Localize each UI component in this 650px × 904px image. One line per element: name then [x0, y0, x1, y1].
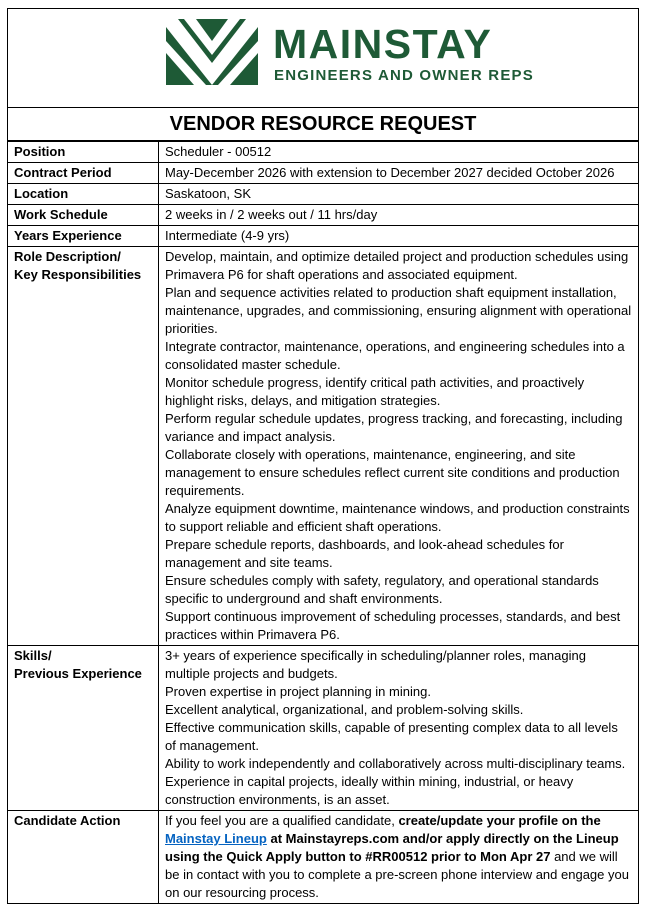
action-bold-2: at Mainstayreps.com and/or apply directly on the Lineup using the Quick Apply button to #RR00512 prior to Mon Apr 27	[165, 831, 619, 864]
action-bold-1: create/update your profile on the	[398, 813, 601, 828]
position-label: Position	[8, 142, 159, 163]
role-item: Collaborate closely with operations, maintenance, engineering, and site management to ensure schedules reflect current site conditions and production requirements.	[165, 447, 620, 498]
position-value: Scheduler - 00512	[159, 142, 639, 163]
table-row	[8, 142, 639, 163]
role-label	[8, 247, 159, 646]
contract-period-value: May-December 2026 with extension to December 2027 decided October 2026	[159, 163, 639, 184]
document-page	[7, 8, 639, 904]
skills-label-line2: Previous Experience	[14, 666, 142, 681]
brand-name: MAINSTAY	[273, 21, 493, 67]
skills-list	[159, 646, 639, 811]
work-schedule-value: 2 weeks in / 2 weeks out / 11 hrs/day	[159, 205, 639, 226]
action-closing: and we will be in contact with you to complete a pre-screen phone interview and engage you on our resourcing process.	[165, 849, 629, 900]
work-schedule-label: Work Schedule	[8, 205, 159, 226]
page-title: VENDOR RESOURCE REQUEST	[7, 107, 639, 141]
table-row	[8, 811, 639, 904]
skill-item: Effective communication skills, capable of presenting complex data to all levels of management.	[165, 720, 618, 753]
role-description	[159, 247, 639, 646]
skills-label-line1: Skills/	[14, 648, 52, 663]
role-item: Analyze equipment downtime, maintenance windows, and production constraints to support reliable and efficient shaft operations.	[165, 501, 630, 534]
table-row	[8, 184, 639, 205]
role-item: Develop, maintain, and optimize detailed project and production schedules using Primavera P6 for shaft operations and associated equipment.	[165, 249, 629, 282]
role-item: Perform regular schedule updates, progress tracking, and forecasting, including variance and impact analysis.	[165, 411, 623, 444]
mainstay-lineup-link[interactable]: Mainstay Lineup	[165, 831, 267, 846]
mainstay-logo-icon	[166, 19, 258, 85]
years-experience-label: Years Experience	[8, 226, 159, 247]
skill-item: Ability to work independently and collaboratively across multi-disciplinary teams.	[165, 756, 626, 771]
table-row	[8, 646, 639, 811]
table-row	[8, 247, 639, 646]
years-experience-value: Intermediate (4-9 yrs)	[159, 226, 639, 247]
location-value: Saskatoon, SK	[159, 184, 639, 205]
role-label-line1: Role Description/	[14, 249, 121, 264]
skill-item: 3+ years of experience specifically in scheduling/planner roles, managing multiple projects and budgets.	[165, 648, 586, 681]
role-item: Monitor schedule progress, identify critical path activities, and proactively highlight risks, delays, and mitigation strategies.	[165, 375, 585, 408]
table-row	[8, 205, 639, 226]
logo-header	[7, 8, 639, 107]
request-table	[7, 141, 639, 904]
role-item: Ensure schedules comply with safety, regulatory, and operational standards specific to underground and shaft environments.	[165, 573, 599, 606]
table-row	[8, 226, 639, 247]
candidate-action-text	[159, 811, 639, 904]
skills-label	[8, 646, 159, 811]
table-row	[8, 163, 639, 184]
skill-item: Excellent analytical, organizational, and problem-solving skills.	[165, 702, 524, 717]
role-item: Prepare schedule reports, dashboards, and look-ahead schedules for management and site teams.	[165, 537, 564, 570]
role-item: Integrate contractor, maintenance, operations, and engineering schedules into a consolidated master schedule.	[165, 339, 625, 372]
skill-item: Experience in capital projects, ideally within mining, industrial, or heavy construction environments, is an asset.	[165, 774, 574, 807]
role-item: Support continuous improvement of scheduling processes, standards, and best practices within Primavera P6.	[165, 609, 621, 642]
location-label: Location	[8, 184, 159, 205]
role-label-line2: Key Responsibilities	[14, 267, 142, 282]
candidate-action-label: Candidate Action	[8, 811, 159, 904]
brand-tagline: ENGINEERS AND OWNER REPS	[274, 67, 534, 84]
contract-period-label: Contract Period	[8, 163, 159, 184]
role-item: Plan and sequence activities related to production shaft equipment installation, maintenance, upgrades, and commissioning, ensuring alignment with operational priorities.	[165, 285, 632, 336]
skill-item: Proven expertise in project planning in mining.	[165, 684, 431, 699]
action-intro: If you feel you are a qualified candidate,	[165, 813, 399, 828]
